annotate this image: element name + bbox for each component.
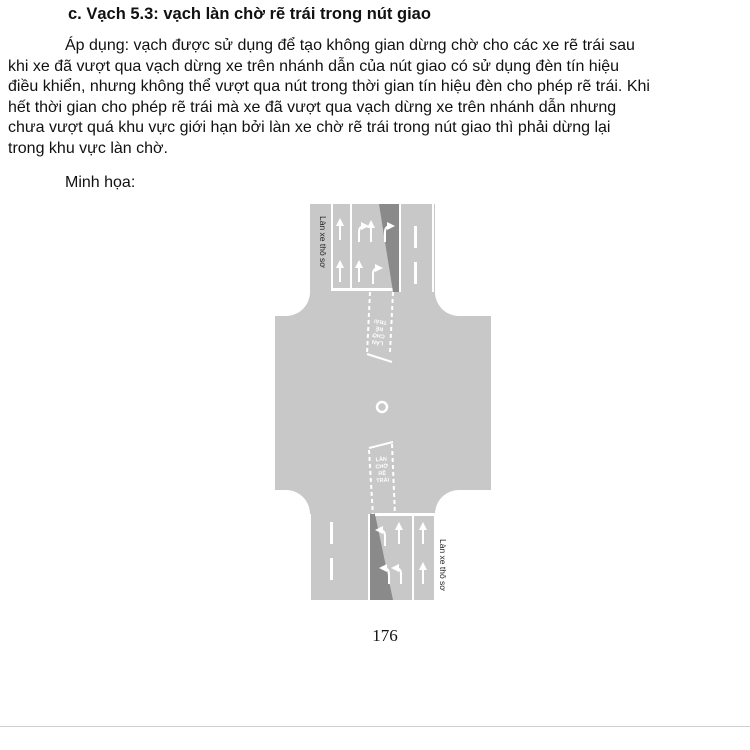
top-centre-line (399, 204, 401, 292)
top-lane-dash (414, 226, 417, 248)
bottom-lane-dash (330, 558, 333, 580)
intersection-diagram (275, 204, 491, 600)
wait-box-word: LÀN (371, 338, 384, 346)
top-bike-lane-divider (331, 204, 333, 290)
paragraph-line: Áp dụng: vạch được sử dụng để tạo không gian dừng chờ cho các xe rẽ trái sau (65, 37, 635, 54)
bottom-bike-lane-divider (434, 516, 436, 600)
footer-divider (0, 726, 750, 727)
wait-box-word: RẼ (378, 470, 387, 478)
wait-box-word: CHỜ (371, 331, 386, 339)
paragraph-line: trong khu vực làn chờ. (8, 139, 168, 157)
wait-box-word: TRÁI (376, 477, 390, 485)
bottom-outbound-lane-line (309, 514, 311, 600)
section-heading: c. Vạch 5.3: vạch làn chờ rẽ trái trong nút giao (68, 5, 431, 23)
paragraph-line: khi xe đã vượt qua vạch dừng xe trên nhánh dẫn của nút giao có sử dụng đèn tín hiệu (8, 57, 620, 75)
bottom-lane-dash (330, 522, 333, 544)
bottom-centre-line (368, 514, 370, 600)
paragraph-line: điều khiển, nhưng không thể vượt qua nút trong thời gian tín hiệu đèn cho phép rẽ trái. Khi (8, 78, 650, 95)
body-paragraph (8, 36, 750, 159)
wait-box-word: TRÁI (373, 317, 388, 325)
bottom-stop-line (375, 513, 437, 516)
intersection-figure (275, 204, 491, 600)
paragraph-line: chưa vượt quá khu vực giới hạn bởi làn xe chờ rẽ trái trong nút giao thì phải dừng lại (8, 119, 611, 136)
wait-box-word: LÀN (375, 456, 388, 464)
paragraph-line: hết thời gian cho phép rẽ trái mà xe đã vượt qua vạch dừng xe trên nhánh dẫn nhưng (8, 98, 617, 116)
top-lane-dash (414, 262, 417, 284)
figure-caption: Minh họa: (65, 174, 136, 191)
bottom-bike-lane-label: Làn xe thô sơ (438, 539, 448, 591)
wait-box-word: RẼ (375, 324, 384, 332)
wait-box-word: CHỜ (375, 463, 389, 471)
page-number: 176 (372, 626, 398, 645)
top-stop-line (331, 288, 397, 291)
top-bike-lane-label: Làn xe thô sơ (318, 216, 328, 268)
top-outbound-lane-line (432, 204, 434, 292)
bottom-lane-divider (412, 516, 414, 600)
top-lane-divider (350, 204, 352, 290)
